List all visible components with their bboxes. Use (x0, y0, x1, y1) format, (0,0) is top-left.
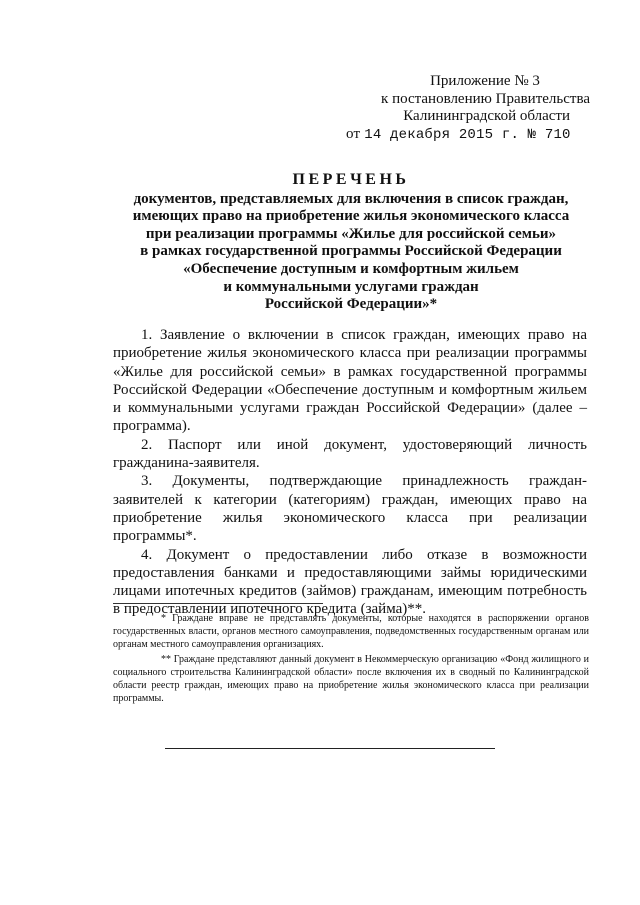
title-line: документов, представляемых для включения в список граждан, (133, 190, 569, 207)
list-item-3: 3. Документы, подтверждающие принадлежность граждан-заявителей к категории (категориям) граждан, имеющих право на приобретение жилья экономического класса при реализации программы*. (113, 473, 587, 545)
list-item-1: 1. Заявление о включении в список граждан, имеющих право на приобретение жилья экономического класса при реализации программы «Жилье для российской семьи» в рамках государственной программы Российской Федерации «Обеспечение доступным и комфортным жильем и коммунальными услугами граждан Российской Федерации» (далее – программа). (113, 327, 587, 435)
list-item-4: 4. Документ о предоставлении либо отказе в возможности предоставления банками и предоставляющими займы юридическими лицами ипотечных кредитов (займов) гражданам, имеющим потребность в предоставлении ипотечного кредита (займа)**. (113, 546, 587, 618)
annex-number: Приложение № 3 (430, 73, 540, 89)
title-line: «Обеспечение доступным и комфортным жильем (183, 260, 519, 277)
document-title (108, 171, 594, 314)
annex-date-prefix: от (346, 125, 361, 142)
title-line: при реализации программы «Жилье для российской семьи» (145, 225, 557, 242)
annex-region-line: Калининградской области (403, 108, 570, 124)
annex-date-line (340, 126, 590, 145)
list-item-2: 2. Паспорт или иной документ, удостоверяющий личность гражданина-заявителя. (113, 436, 587, 472)
title-line: в рамках государственной программы Российской Федерации (140, 243, 562, 260)
footnote-2: ** Граждане представляют данный документ в Некоммерческую организацию «Фонд жилищного и социального строительства Калининградской области» после включения их в сводный по Калининградской области реестр граждан, имеющих право на приобретение жилья экономического класса при реализации программы. (113, 654, 589, 704)
title-line: и коммунальными услугами граждан (223, 278, 479, 295)
closing-line (165, 748, 495, 749)
annex-date-value: 14 декабря 2015 г. № 710 (364, 126, 571, 143)
footnote-divider (113, 603, 323, 604)
annex-resolution-line: к постановлению Правительства (381, 90, 590, 107)
footnotes (113, 603, 589, 707)
footnote-1: * Граждане вправе не представлять документы, которые находятся в распоряжении органов государственных власти, органов местного самоуправления, подведомственных государственным органам или органам местного самоуправления организациях. (113, 613, 589, 650)
annex-header (340, 73, 590, 144)
document-body (113, 326, 587, 619)
title-line: Российской Федерации»* (264, 296, 438, 313)
title-heading: ПЕРЕЧЕНЬ (292, 171, 410, 188)
title-line: имеющих право на приобретение жилья экономического класса (132, 208, 570, 225)
